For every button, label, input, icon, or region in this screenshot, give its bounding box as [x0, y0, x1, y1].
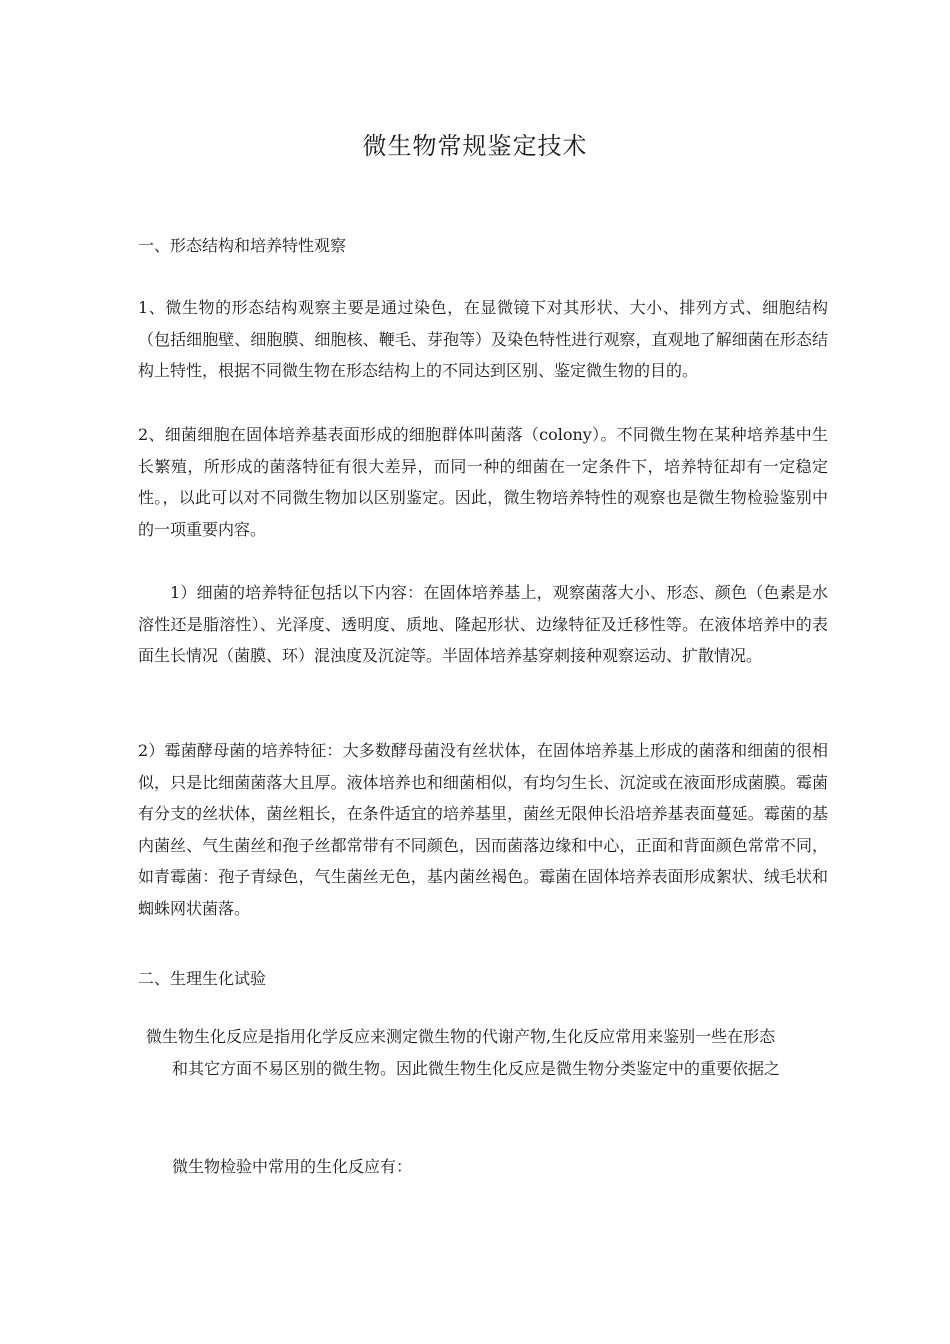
- paragraph-morphology-observation: 1、微生物的形态结构观察主要是通过染色，在显微镜下对其形状、大小、排列方式、细胞结构（包括细胞壁、细胞膜、细胞核、鞭毛、芽孢等）及染色特性进行观察，直观地了解细菌在形态结构上特性，根据不同微生物在形态结构上的不同达到区别、鉴定微生物的目的。: [138, 298, 828, 380]
- section-heading-biochemical-tests: 二、生理生化试验: [138, 969, 267, 988]
- paragraph-mold-yeast-culture-features: 2）霉菌酵母菌的培养特征：大多数酵母菌没有丝状体，在固体培养基上形成的菌落和细菌的很相似，只是比细菌菌落大且厚。液体培养也和细菌相似，有均匀生长、沉淀或在液面形成菌膜。霉菌有分支的丝状体，菌丝粗长，在条件适宜的培养基里，菌丝无限伸长沿培养基表面蔓延。霉菌的基内菌丝、气生菌丝和孢子丝都常带有不同颜色，因而菌落边缘和中心，正面和背面颜色常常不同，如青霉菌：孢子青绿色，气生菌丝无色，基内菌丝褐色。霉菌在固体培养表面形成絮状、绒毛状和蜘蛛网状菌落。: [138, 741, 828, 918]
- document-title: 微生物常规鉴定技术: [362, 132, 588, 160]
- paragraph-biochemical-intro-line2: 和其它方面不易区别的微生物。因此微生物生化反应是微生物分类鉴定中的重要依据之: [172, 1059, 781, 1078]
- paragraph-colony-characteristics: 2、细菌细胞在固体培养基表面形成的细胞群体叫菌落（colony）。不同微生物在某种培养基中生长繁殖，所形成的菌落特征有很大差异，而同一种的细菌在一定条件下，培养特征却有一定稳定性。，以此可以对不同微生物加以区别鉴定。因此，微生物培养特性的观察也是微生物检验鉴别中的一项重要内容。: [138, 425, 828, 539]
- paragraph-biochemical-intro-line1: 微生物生化反应是指用化学反应来测定微生物的代谢产物,生化反应常用来鉴别一些在形态: [146, 1027, 776, 1046]
- paragraph-common-reactions-lead: 微生物检验中常用的生化反应有：: [172, 1157, 413, 1176]
- section-heading-morphology: 一、形态结构和培养特性观察: [138, 236, 347, 255]
- paragraph-bacteria-culture-features: 1）细菌的培养特征包括以下内容：在固体培养基上，观察菌落大小、形态、颜色（色素是水溶性还是脂溶性）、光泽度、透明度、质地、隆起形状、边缘特征及迁移性等。在液体培养中的表面生长情况（菌膜、环）混浊度及沉淀等。半固体培养基穿刺接种观察运动、扩散情况。: [138, 583, 828, 665]
